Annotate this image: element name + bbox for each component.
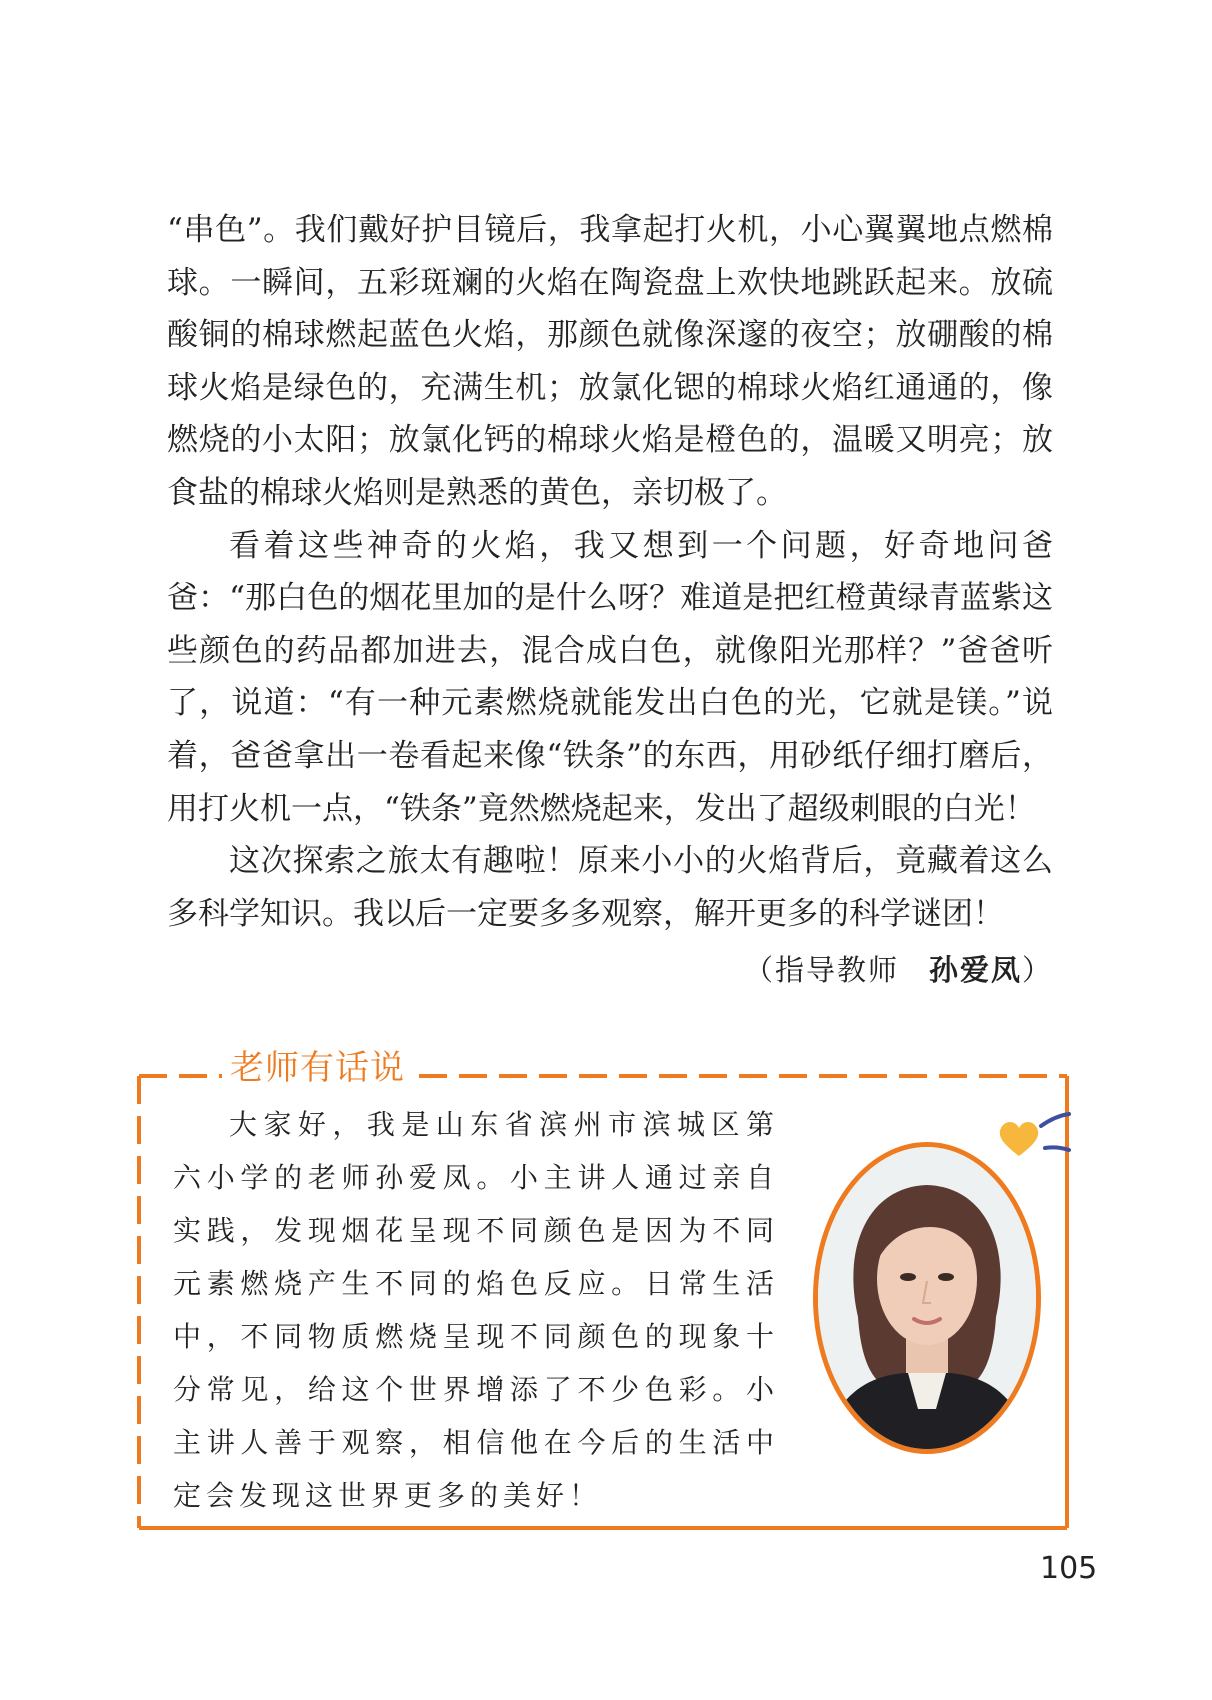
advisor-signature (600, 948, 1053, 992)
teacher-box-title: 老师有话说 (222, 1046, 413, 1090)
portrait-illustration (818, 1147, 1036, 1449)
teacher-comment-box (137, 1048, 1069, 1530)
teacher-portrait (813, 1142, 1041, 1454)
teacher-comment-paragraph: 大家好，我是山东省滨州市滨城区第六小学的老师孙爱凤。小主讲人通过亲自实践，发现烟花呈现不同颜色是因为不同元素燃烧产生不同的焰色反应。日常生活中，不同物质燃烧呈现不同颜色的现象十分常见，给这个世界增添了不少色彩。小主讲人善于观察，相信他在今后的生活中定会发现这世界更多的美好！ (173, 1108, 779, 1512)
article-paragraph: 这次探索之旅太有趣啦！原来小小的火焰背后，竟藏着这么多科学知识。我以后一定要多多观察，解开更多的科学谜团！ (167, 843, 1053, 932)
heart-decoration-icon (997, 1108, 1071, 1164)
signature-suffix: ） (1021, 953, 1053, 987)
article-body (167, 204, 1053, 940)
teacher-comment-text (173, 1098, 779, 1522)
article-paragraph: “串色”。我们戴好护目镜后，我拿起打火机，小心翼翼地点燃棉球。一瞬间，五彩斑斓的火焰在陶瓷盘上欢快地跳跃起来。放硫酸铜的棉球燃起蓝色火焰，那颜色就像深邃的夜空；放硼酸的棉球火焰是绿色的，充满生机；放氯化锶的棉球火焰红通通的，像燃烧的小太阳；放氯化钙的棉球火焰是橙色的，温暖又明亮；放食盐的棉球火焰则是熟悉的黄色，亲切极了。 (167, 212, 1053, 511)
advisor-name: 孙爱凤 (928, 953, 1022, 987)
signature-prefix: （指导教师 (743, 953, 899, 987)
page-number: 105 (1040, 1551, 1098, 1586)
article-paragraph: 看着这些神奇的火焰，我又想到一个问题，好奇地问爸爸：“那白色的烟花里加的是什么呀？难道是把红橙黄绿青蓝紫这些颜色的药品都加进去，混合成白色，就像阳光那样？”爸爸听了，说道：“有一种元素燃烧就能发出白色的光，它就是镁。”说着，爸爸拿出一卷看起来像“铁条”的东西，用砂纸仔细打磨后，用打火机一点，“铁条”竟然燃烧起来，发出了超级刺眼的白光！ (167, 527, 1053, 827)
